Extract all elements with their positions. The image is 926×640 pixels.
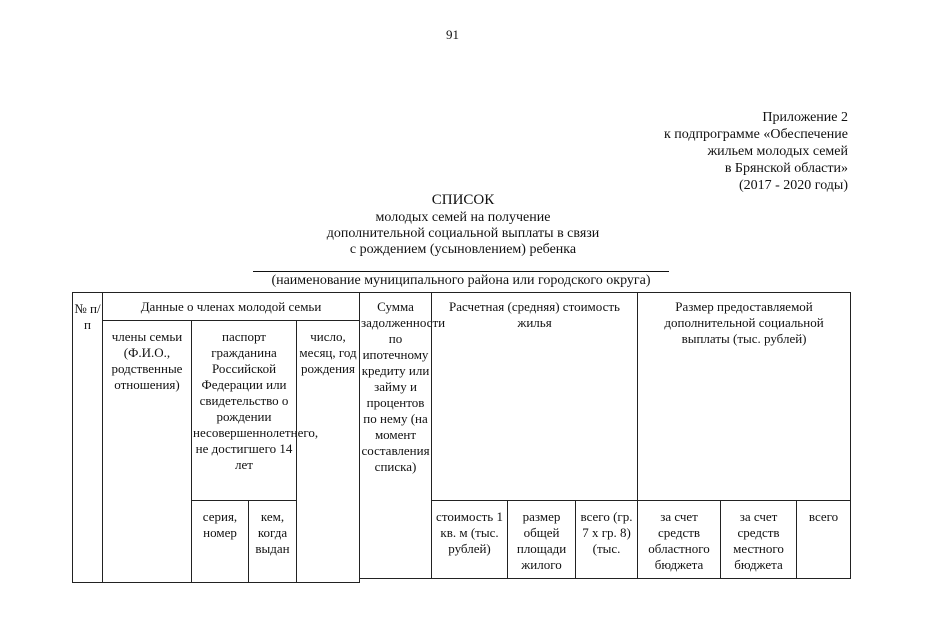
title-line: молодых семей на получение xyxy=(375,210,551,225)
header-number: № п/п xyxy=(73,293,103,583)
header-total-payment: всего xyxy=(797,501,851,579)
header-payment: Размер предоставляемой дополнительной социальной выплаты (тыс. рублей) xyxy=(638,293,851,501)
title-heading: СПИСОК xyxy=(431,192,495,208)
appendix-line: Приложение 2 xyxy=(762,110,848,125)
appendix-note xyxy=(664,109,848,194)
appendix-line: в Брянской области» xyxy=(724,161,848,176)
header-series: серия, номер xyxy=(192,501,249,583)
appendix-line: к подпрограмме «Обеспечение xyxy=(663,127,848,142)
header-regional: за счет средств областного бюджета xyxy=(638,501,721,579)
header-total-cost: всего (гр. 7 х гр. 8) (тыс. xyxy=(576,501,638,579)
document-title xyxy=(0,192,926,258)
title-line: дополнительной социальной выплаты в связи xyxy=(326,226,600,241)
header-cost-sqm: стоимость 1 кв. м (тыс. рублей) xyxy=(432,501,508,579)
header-passport: паспорт гражданина Российской Федерации или свидетельство о рождении несовершеннолетнего, не достигшего 14 лет xyxy=(192,321,297,501)
appendix-line: (2017 - 2020 годы) xyxy=(738,178,848,193)
header-family-data: Данные о членах молодой семьи xyxy=(103,293,360,321)
page-number: 91 xyxy=(446,27,459,42)
family-list-table xyxy=(72,292,851,583)
header-local: за счет средств местного бюджета xyxy=(721,501,797,579)
header-issued: кем, когда выдан xyxy=(249,501,297,583)
title-line: с рождением (усыновлением) ребенка xyxy=(349,242,577,257)
appendix-line: жильем молодых семей xyxy=(707,144,848,159)
header-housing-cost: Расчетная (средняя) стоимость жилья xyxy=(432,293,638,501)
header-members: члены семьи (Ф.И.О., родственные отношения) xyxy=(103,321,192,583)
header-birthdate: число, месяц, год рождения xyxy=(297,321,360,583)
municipality-caption: (наименование муниципального района или городского округа) xyxy=(271,273,651,288)
header-area: размер общей площади жилого xyxy=(508,501,576,579)
header-debt: Сумма задолженности по ипотечному кредиту или займу и процентов по нему (на момент составления списка) xyxy=(360,293,432,579)
municipality-blank-line xyxy=(253,271,669,272)
